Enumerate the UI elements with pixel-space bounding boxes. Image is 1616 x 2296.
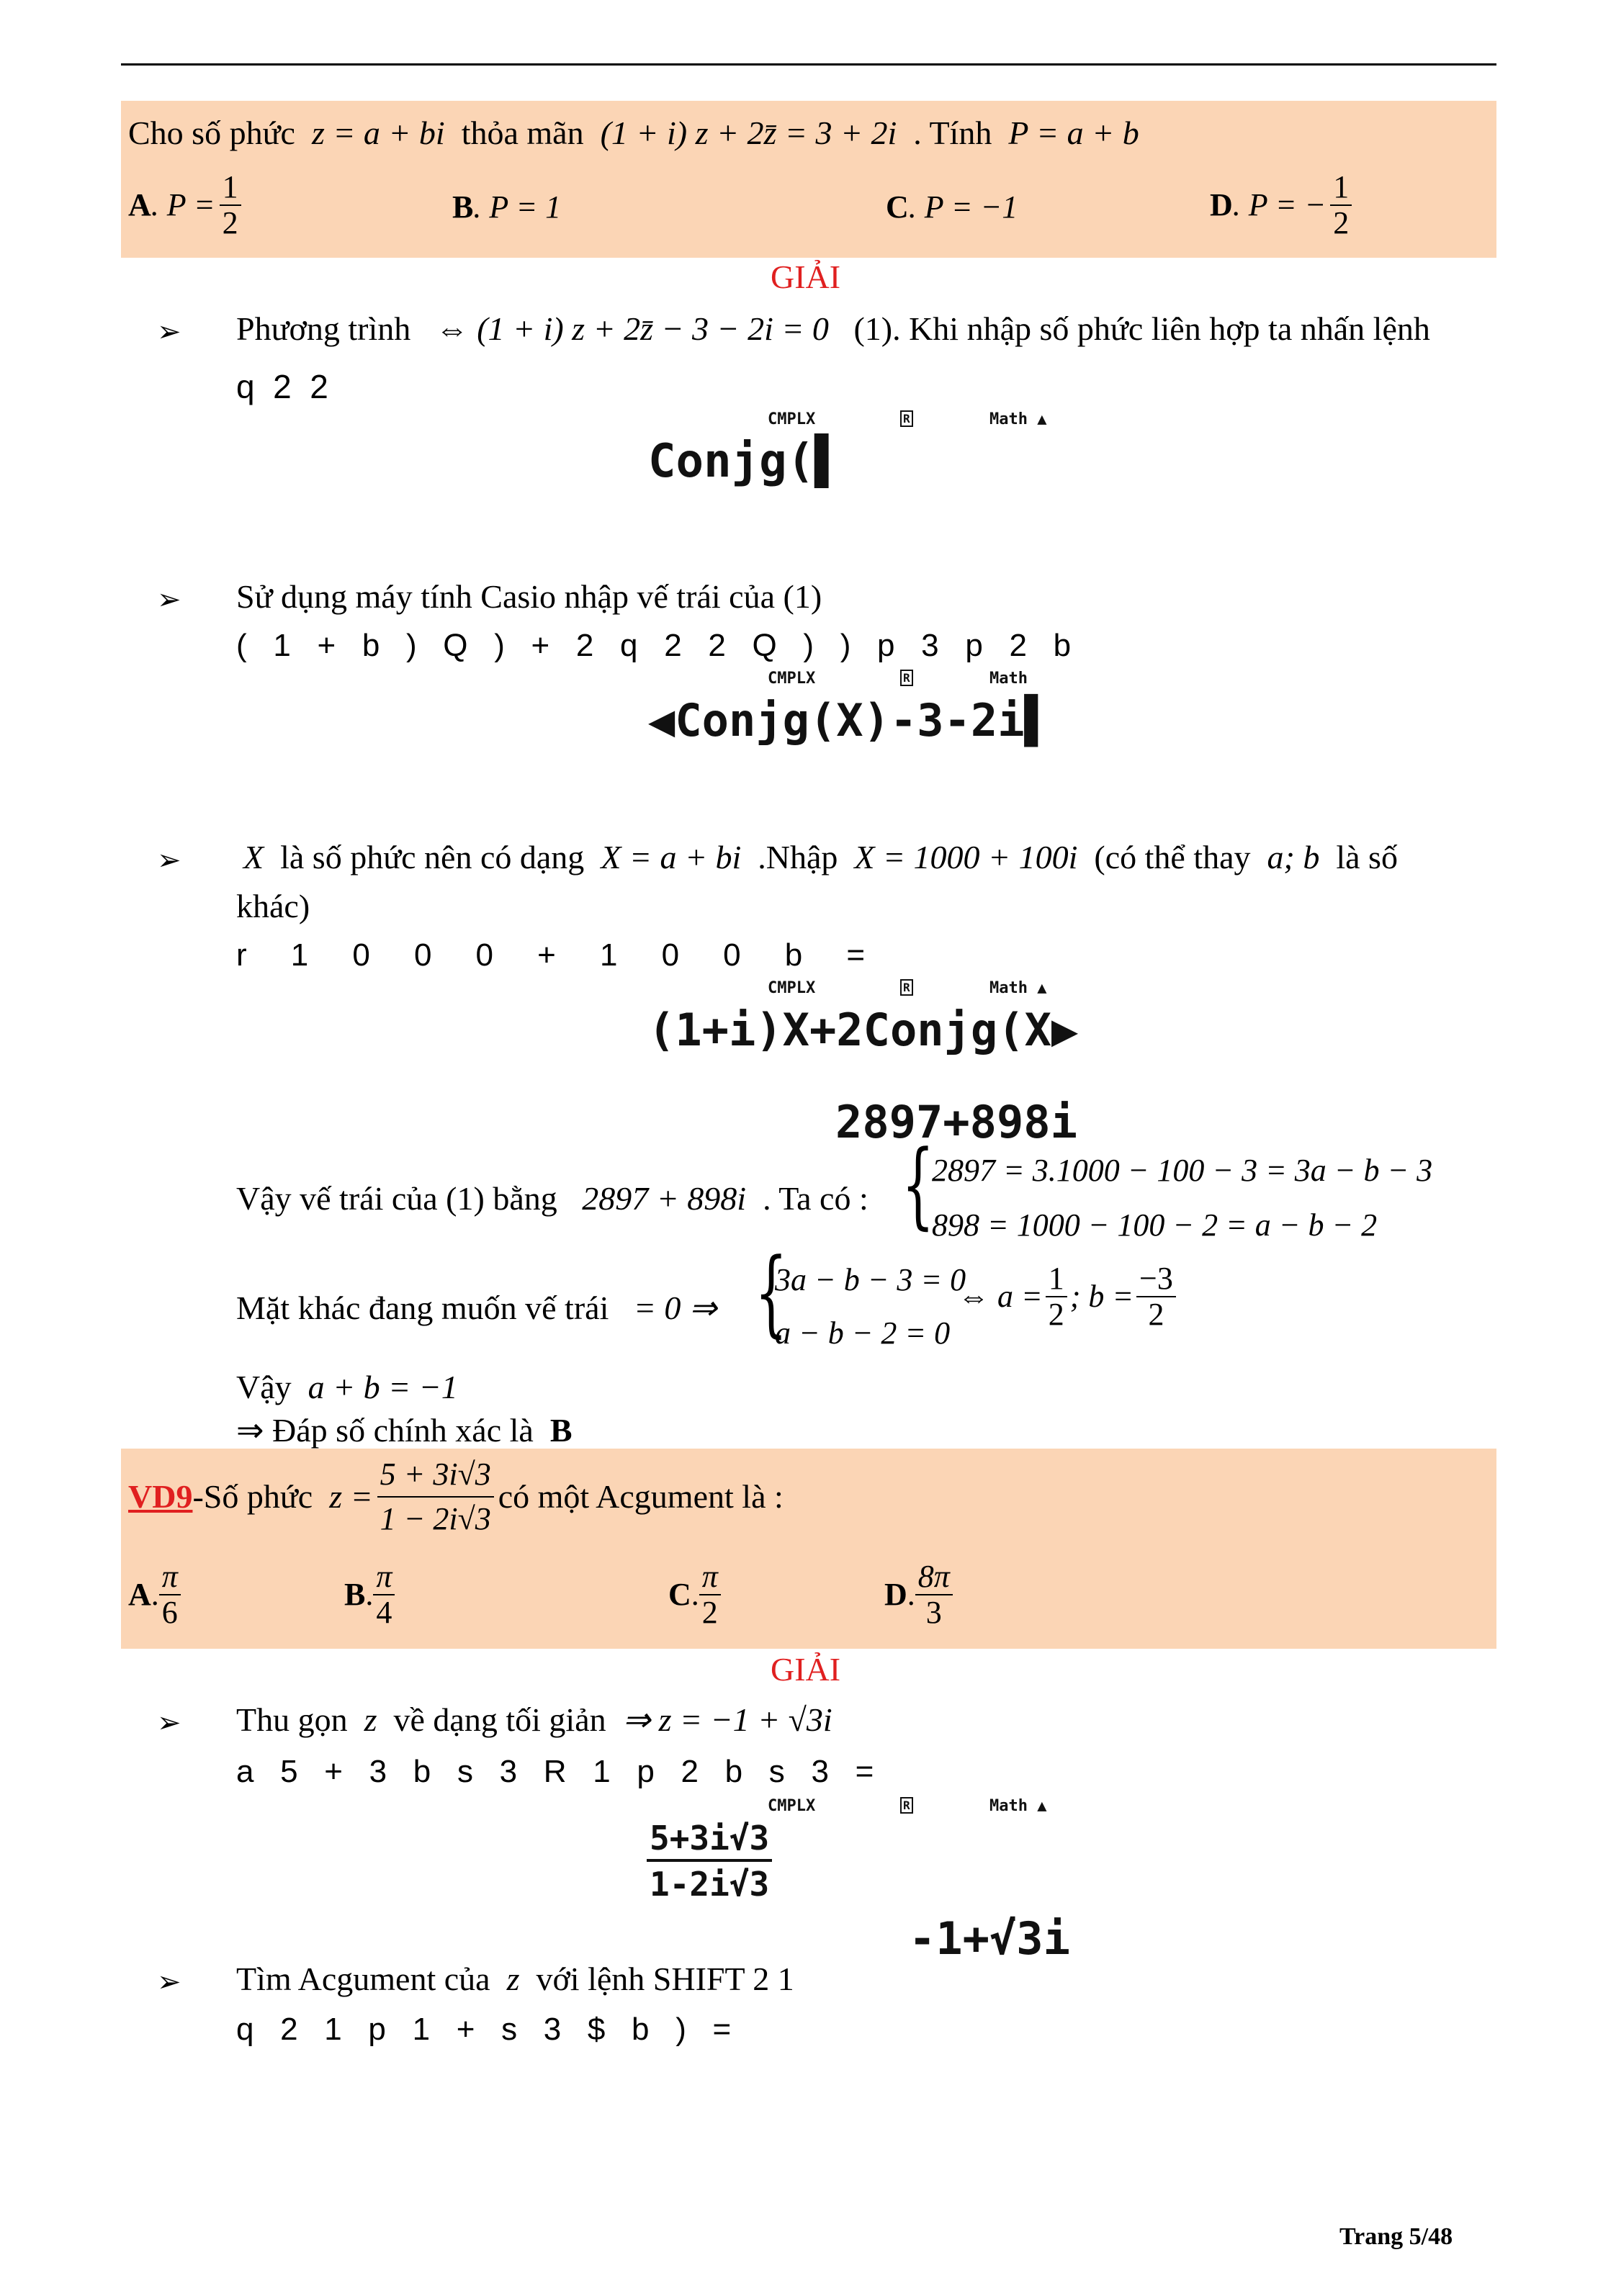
solution-2-step-1 [236,1703,832,1737]
stmt-prefix: Cho số phức [128,114,295,151]
screen-fraction [647,1819,772,1904]
fraction-numerator: 1 [1330,171,1352,206]
option-letter: B [452,189,474,225]
system-brace: { [755,1238,788,1347]
step-3-form: X = a + bi [601,839,742,875]
math-indicator: Math ▲ [989,979,1047,997]
option-a [128,171,241,239]
condition-equation: = 0 ⇒ [633,1289,717,1326]
fraction-numerator: π [373,1561,395,1595]
system-2-line-2: a − b − 2 = 0 [775,1315,951,1351]
option-c-2: C . $\frac{\pi}{2}$ [668,1561,721,1629]
solution-values [958,1263,1176,1331]
fraction-numerator: 1 [220,171,241,206]
calculator-screen-4 [641,1797,1145,1970]
fraction-numerator: π [159,1561,181,1595]
key-sequence-4: a 5 + 3 b s 3 R 1 p 2 b s 3 = [236,1754,874,1789]
solution-1-heading: GIẢI [771,258,841,295]
step-text: Thu gọn [236,1701,348,1738]
option-fraction [1330,171,1352,239]
z-equals: z = [329,1478,373,1515]
step-3-text-cont: khác) [236,888,310,924]
variable-z: z [506,1960,520,1997]
sol-a-label: ⇔ a = [958,1279,1043,1314]
system-2-line-1: 3a − b − 3 = 0 [775,1262,966,1297]
screen-result: -1+√3i [909,1912,1070,1965]
calculator-screen-3 [641,979,1145,1152]
step-text: là số [1336,839,1398,875]
cmplx-indicator: CMPLX [768,979,816,997]
option-text: . P = −1 [908,189,1018,225]
step-text: về dạng tối giản [393,1701,606,1738]
result-value: 2897 + 898i [582,1180,747,1217]
fraction-numerator: π [699,1561,721,1595]
fraction-denominator: 4 [376,1595,392,1630]
cmplx-indicator: CMPLX [768,1797,816,1815]
option-d-2: D . $\frac{8\pi}{3}$ [884,1561,953,1629]
option-letter: C [886,189,909,225]
step-text: Vậy [236,1369,292,1405]
screen-result: 2897+898i [835,1096,1077,1148]
stmt-mid: thỏa mãn [461,114,584,151]
key-sequence-5: q 2 1 p 1 + s 3 $ b ) = [236,2012,732,2047]
option-prefix: . P = − [1232,187,1327,222]
step-3-value: X = 1000 + 100i [854,839,1078,875]
answer-line [236,1414,573,1447]
r-indicator: R [900,979,913,996]
problem-2-fraction [377,1459,494,1535]
problem-1-equation: (1 + i) z + 2z̄ = 3 + 2i [600,114,897,151]
calculator-screen-1 [641,410,1073,490]
problem-2-label: VD9 [128,1478,193,1515]
step-3-text [243,841,1398,874]
fraction-denominator: 2 [1333,205,1350,240]
bullet-icon: ➢ [157,1706,181,1739]
conclusion-equation: a + b = −1 [308,1369,458,1405]
page-number: Trang 5/48 [1339,2223,1453,2250]
r-indicator: R [900,1797,913,1814]
key-sequence-3: r 1 0 0 0 + 1 0 0 b = [236,937,866,973]
result-text [236,1182,868,1215]
fraction-denominator: 2 [222,205,238,240]
step-text: (có thể thay [1094,839,1251,875]
math-indicator: Math [989,670,1028,688]
step-text: Phương trình [236,310,411,347]
system-1-line-1: 2897 = 3.1000 − 100 − 3 = 3a − b − 3 [932,1153,1433,1188]
fraction-denominator: 3 [925,1595,942,1630]
option-letter: A [128,1577,151,1612]
option-letter: C [668,1577,691,1612]
stmt-text: có một Acgument là : [498,1478,784,1515]
cmplx-indicator: CMPLX [768,410,816,428]
variable-x: X [243,839,264,875]
problem-2-statement [128,1459,784,1535]
cmplx-indicator: CMPLX [768,670,816,688]
r-indicator: R [900,670,913,686]
screen-denominator: 1-2i√3 [650,1865,770,1904]
fraction-numerator: 8π [915,1561,953,1595]
step-equation: ⇒ z = −1 + √3i [622,1701,832,1738]
step-text: (1). Khi nhập số phức liên hợp ta nhấn lệnh [853,310,1430,347]
option-a-2: A . $\frac{\pi}{6}$ [128,1561,181,1629]
step-text: .Nhập [758,839,838,875]
key-sequence-2: ( 1 + b ) Q ) + 2 q 2 2 Q ) ) p 3 p 2 b [236,628,1072,663]
answer-text: ⇒ Đáp số chính xác là [236,1412,534,1449]
fraction-numerator: 5 + 3i√3 [377,1459,494,1498]
option-fraction [915,1561,953,1629]
answer-letter: B [549,1412,573,1449]
screen-numerator: 5+3i√3 [647,1819,772,1862]
target-expression: P = a + b [1008,114,1139,151]
bullet-icon: ➢ [157,844,181,877]
header-rule [121,63,1496,66]
system-1-line-2: 898 = 1000 − 100 − 2 = a − b − 2 [932,1207,1378,1243]
fraction-numerator: −3 [1136,1263,1176,1297]
fraction-numerator: 1 [1046,1263,1067,1297]
solution-2-step-2 [236,1960,794,1997]
option-letter: B [344,1577,366,1612]
z-definition: z = a + bi [311,114,445,151]
option-letter: D [1210,187,1233,222]
option-letter: D [884,1577,907,1612]
screen-display: (1+i)X+2Conjg(X▶ [648,1004,1079,1056]
step-3-ab: a; b [1267,839,1320,875]
option-fraction [699,1561,721,1629]
step-2-text: Sử dụng máy tính Casio nhập vế trái của (1) [236,578,822,615]
fraction-denominator: 2 [701,1595,718,1630]
conclusion [236,1371,458,1404]
fraction-denominator: 1 − 2i√3 [380,1501,491,1536]
variable-z: z [364,1701,377,1738]
step-text: là số phức nên có dạng [280,839,585,875]
fraction-denominator: 2 [1048,1297,1064,1332]
fraction-denominator: 2 [1148,1297,1164,1332]
option-fraction [373,1561,395,1629]
calculator-screen-2 [641,670,1073,749]
step-text: Vậy vế trái của (1) bằng [236,1180,557,1217]
r-indicator: R [900,410,913,427]
option-fraction [159,1561,181,1629]
stmt-tinh: . Tính [913,114,992,151]
step-text: . Ta có : [763,1180,868,1217]
step-text: với lệnh SHIFT 2 1 [536,1960,794,1997]
fraction-denominator: 6 [161,1595,178,1630]
math-indicator: Math ▲ [989,410,1047,428]
sol-b-fraction [1136,1263,1176,1331]
step-1-text [236,312,1430,346]
key-sequence-1: q 2 2 [236,368,328,405]
option-d [1210,171,1352,239]
system-brace: { [902,1130,935,1239]
option-prefix: . P = [151,187,215,222]
sol-b-label: ; b = [1069,1279,1134,1314]
option-b [452,189,562,225]
option-letter: A [128,187,151,222]
step-text: Tìm Acgument của [236,1960,490,1997]
bullet-icon: ➢ [157,315,181,348]
solution-2-heading: GIẢI [771,1651,841,1688]
bullet-icon: ➢ [157,1966,181,1999]
sol-a-fraction [1046,1263,1067,1331]
step-1-equation: ⇔ (1 + i) z + 2z̄ − 3 − 2i = 0 [435,310,829,347]
bullet-icon: ➢ [157,583,181,616]
option-fraction [220,171,241,239]
stmt-text: -Số phức [192,1478,313,1515]
problem-1-statement [128,114,1139,151]
option-text: . P = 1 [473,189,562,225]
math-indicator: Math ▲ [989,1797,1047,1815]
screen-display: ◀Conjg(X)-3-2i▌ [648,694,1051,747]
step-text: Mặt khác đang muốn vế trái [236,1289,609,1326]
condition-text [236,1289,717,1326]
screen-display: Conjg(▌ [648,435,843,488]
option-b-2: B . $\frac{\pi}{4}$ [344,1561,395,1629]
option-c [886,189,1018,225]
